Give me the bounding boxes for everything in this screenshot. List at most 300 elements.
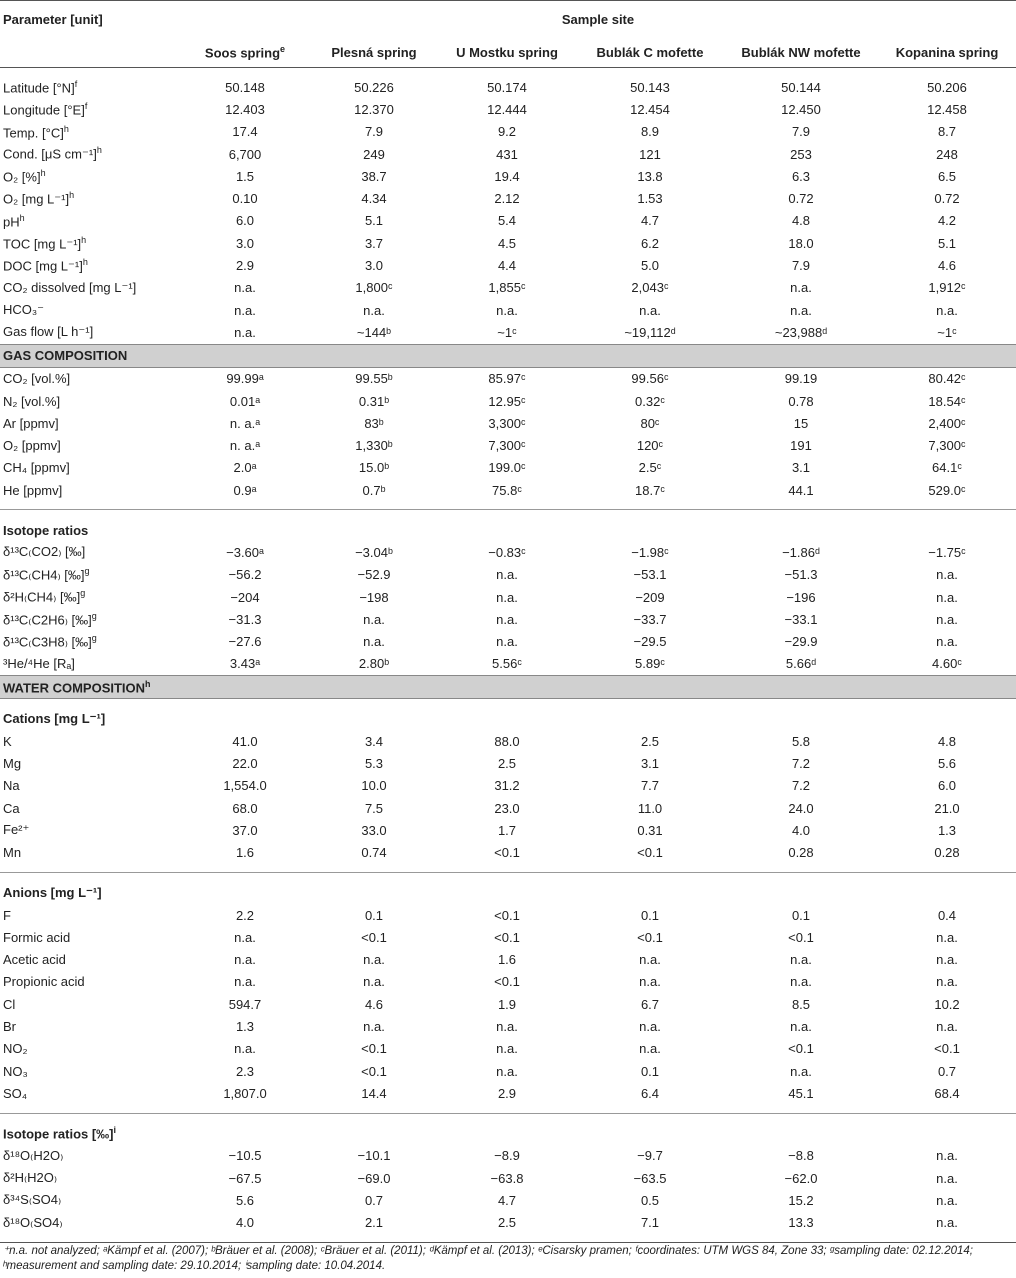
table-cell: n.a. <box>363 611 385 627</box>
table-row <box>0 608 1016 630</box>
row-label-footnote-mark: g <box>91 633 97 644</box>
table-cell: n.a. <box>234 1041 256 1057</box>
table-cell: 4.0 <box>791 822 811 838</box>
table-row <box>0 434 1016 456</box>
row-label-text: Ca <box>3 800 20 816</box>
table-cell: n.a. <box>234 952 256 968</box>
water-composition-band <box>0 676 1016 699</box>
table-cell: 4.34 <box>361 191 387 207</box>
site-header-footnote-mark: e <box>280 43 286 54</box>
table-cell: 0.28 <box>788 845 814 861</box>
table-cell: ~23,988ᵈ <box>774 324 828 340</box>
table-cell: 99.99ᵃ <box>226 371 264 387</box>
row-label-text: Cond. [μS cm⁻¹] <box>3 146 97 162</box>
table-cell: 18.7ᶜ <box>635 482 665 498</box>
table-cell: 5.8 <box>791 733 811 749</box>
table-row <box>0 1038 1016 1060</box>
table-row <box>0 842 1016 864</box>
table-cell: 3.7 <box>364 235 384 251</box>
gas-isotope-section-cell <box>0 510 1016 542</box>
row-label <box>0 254 180 276</box>
table-cell: 6.3 <box>791 168 811 184</box>
table-row <box>0 797 1016 819</box>
row-label-text: δ¹³C₍C2H6₎ [‰] <box>3 612 92 628</box>
table-cell: 2.0ᵃ <box>233 460 257 476</box>
sample-site-header: Sample site <box>561 11 635 27</box>
table-row <box>0 367 1016 390</box>
table-cell: 0.72 <box>934 191 960 207</box>
row-label <box>0 586 180 608</box>
row-label <box>0 1211 180 1233</box>
table-row <box>0 564 1016 586</box>
table-row <box>0 586 1016 608</box>
table-cell: 1.6 <box>497 952 517 968</box>
table-cell: 199.0ᶜ <box>488 460 526 476</box>
table-cell: 1.9 <box>497 996 517 1012</box>
table-row <box>0 143 1016 165</box>
table-cell: n.a. <box>234 280 256 296</box>
row-label <box>0 143 180 165</box>
table-cell: 13.8 <box>637 168 663 184</box>
table-row <box>0 926 1016 948</box>
table-row <box>0 457 1016 479</box>
table-row <box>0 232 1016 254</box>
table-cell: <0.1 <box>494 907 520 923</box>
table-cell: −10.5 <box>228 1148 262 1164</box>
table-cell: ~144ᵇ <box>356 324 392 340</box>
row-label <box>0 479 180 501</box>
table-cell: 15.0ᵇ <box>358 460 390 476</box>
table-row <box>0 1145 1016 1167</box>
table-cell: 50.144 <box>781 79 821 95</box>
table-cell: n.a. <box>363 1019 385 1035</box>
table-cell: 5.3 <box>364 756 384 772</box>
site-header-4 <box>724 37 878 68</box>
table-cell: n.a. <box>936 589 958 605</box>
table-row <box>0 98 1016 120</box>
row-label <box>0 993 180 1015</box>
table-row <box>0 210 1016 232</box>
cations-section <box>0 699 1016 731</box>
table-cell: 2,400ᶜ <box>928 415 966 431</box>
param-column-header: Parameter [unit] <box>3 11 103 27</box>
row-label-text: δ³⁴S₍SO4₎ <box>3 1192 62 1208</box>
table-cell: 8.7 <box>937 124 957 140</box>
row-label-text: Br <box>3 1019 16 1035</box>
water-isotope-section-cell <box>0 1113 1016 1145</box>
table-row <box>0 254 1016 276</box>
row-label-text: Temp. [°C] <box>3 124 64 140</box>
table-cell: n.a. <box>363 302 385 318</box>
spacer-cell <box>0 1105 1016 1114</box>
table-row <box>0 819 1016 841</box>
row-label-text: CO₂ dissolved [mg L⁻¹] <box>3 279 137 295</box>
header-row-sites <box>0 37 1016 68</box>
table-cell: −69.0 <box>357 1170 391 1186</box>
row-label <box>0 277 180 299</box>
table-cell: 7.5 <box>364 800 384 816</box>
table-cell: 38.7 <box>361 168 387 184</box>
table-row <box>0 1211 1016 1233</box>
table-row <box>0 631 1016 653</box>
table-cell: 0.32ᶜ <box>635 393 665 409</box>
site-header-0 <box>180 37 310 68</box>
table-cell: −56.2 <box>228 567 262 583</box>
table-cell: −1.86ᵈ <box>782 544 820 560</box>
table-cell: 1.5 <box>235 168 255 184</box>
table-cell: 5.6 <box>937 756 957 772</box>
table-cell: 249 <box>363 146 385 162</box>
table-cell: n.a. <box>936 974 958 990</box>
table-cell: 2.80ᵇ <box>358 656 390 672</box>
table-cell: 14.4 <box>361 1085 387 1101</box>
table-cell: 6.0 <box>235 213 255 229</box>
bottom-rule-cell <box>0 1234 1016 1243</box>
table-cell: 12.370 <box>354 101 394 117</box>
table-cell: 7.9 <box>791 124 811 140</box>
table-cell: ~1ᶜ <box>937 324 957 340</box>
table-cell: 3.1 <box>640 756 660 772</box>
row-label-footnote-mark: h <box>96 145 102 156</box>
table-row <box>0 187 1016 209</box>
row-label <box>0 564 180 586</box>
table-cell: 0.78 <box>788 393 814 409</box>
table-cell: 0.72 <box>788 191 814 207</box>
row-label-text: δ²H₍H2O₎ <box>3 1170 58 1186</box>
row-label <box>0 608 180 630</box>
table-cell: n.a. <box>936 1019 958 1035</box>
table-cell: 3,300ᶜ <box>488 415 526 431</box>
table-cell: n.a. <box>639 1041 661 1057</box>
row-label <box>0 121 180 143</box>
row-label-text: N₂ [vol.%] <box>3 393 61 409</box>
table-cell: 99.56ᶜ <box>631 371 669 387</box>
table-cell: 8.5 <box>791 996 811 1012</box>
table-cell: 3.4 <box>364 733 384 749</box>
row-label <box>0 232 180 254</box>
table-cell: 0.9ᵃ <box>233 482 257 498</box>
table-cell: 7,300ᶜ <box>928 438 966 454</box>
site-header-label: Plesná spring <box>331 44 417 60</box>
table-bottom-rule <box>0 1234 1016 1243</box>
table-cell: −29.9 <box>784 634 818 650</box>
table-row <box>0 1015 1016 1037</box>
row-label-text: Cl <box>3 996 16 1012</box>
table-cell: 15.2 <box>788 1192 814 1208</box>
table-row <box>0 653 1016 676</box>
table-cell: 83ᵇ <box>364 415 384 431</box>
cations-section-text: Cations [mg L⁻¹] <box>3 711 106 727</box>
table-cell: 7.2 <box>791 756 811 772</box>
table-cell: n.a. <box>639 952 661 968</box>
row-label <box>0 653 180 676</box>
table-row <box>0 299 1016 321</box>
row-label <box>0 210 180 232</box>
row-label-text: F <box>3 907 11 923</box>
row-label <box>0 842 180 864</box>
row-label <box>0 434 180 456</box>
table-cell: 1,912ᶜ <box>928 280 966 296</box>
table-cell: 7,300ᶜ <box>488 438 526 454</box>
table-cell: <0.1 <box>788 1041 814 1057</box>
row-label-footnote-mark: h <box>40 168 46 179</box>
table-cell: 13.3 <box>788 1215 814 1231</box>
table-cell: −10.1 <box>357 1148 391 1164</box>
table-cell: 10.0 <box>361 778 387 794</box>
table-cell: 1.7 <box>497 822 517 838</box>
table-cell: 12.454 <box>630 101 670 117</box>
row-label-text: He [ppmv] <box>3 482 63 498</box>
row-label-text: CH₄ [ppmv] <box>3 460 70 476</box>
table-cell: 0.1 <box>640 1063 660 1079</box>
table-cell: 4.6 <box>937 258 957 274</box>
table-cell: −51.3 <box>784 567 818 583</box>
anions-section-text: Anions [mg L⁻¹] <box>3 884 102 900</box>
table-cell: 33.0 <box>361 822 387 838</box>
table-cell: 6,700 <box>228 146 262 162</box>
table-cell: n.a. <box>639 974 661 990</box>
table-cell: 1.53 <box>637 191 663 207</box>
table-cell: −8.8 <box>788 1148 814 1164</box>
row-label-text: δ¹⁸O₍H2O₎ <box>3 1147 64 1163</box>
table-row <box>0 971 1016 993</box>
table-cell: n.a. <box>363 952 385 968</box>
table-cell: −209 <box>635 589 665 605</box>
table-cell: n.a. <box>639 1019 661 1035</box>
table-row <box>0 76 1016 98</box>
table-row <box>0 390 1016 412</box>
table-cell: −29.5 <box>633 634 667 650</box>
site-header-label: Soos spring <box>204 45 281 61</box>
row-label-text: Na <box>3 778 20 794</box>
table-cell: 5.0 <box>640 258 660 274</box>
table-cell: n.a. <box>936 302 958 318</box>
row-label <box>0 541 180 563</box>
row-label-footnote-mark: h <box>81 234 87 245</box>
table-cell: 12.458 <box>927 101 967 117</box>
row-label <box>0 187 180 209</box>
anions-section-cell <box>0 872 1016 904</box>
table-cell: n.a. <box>790 302 812 318</box>
table-cell: 5.66ᵈ <box>785 656 817 672</box>
row-label-text: ³He/⁴He [Rₐ] <box>3 656 75 672</box>
table-cell: n.a. <box>790 1063 812 1079</box>
water-isotope-section-footnote-mark: i <box>113 1125 117 1136</box>
table-cell: 50.226 <box>354 79 394 95</box>
table-cell: n.a. <box>496 1019 518 1035</box>
row-label <box>0 1189 180 1211</box>
table-cell: −3.60ᵃ <box>226 544 264 560</box>
table-cell: 15 <box>793 415 809 431</box>
table-cell: 21.0 <box>934 800 960 816</box>
table-cell: n.a. <box>936 611 958 627</box>
row-label-text: TOC [mg L⁻¹] <box>3 235 82 251</box>
table-cell: n. a.ᵃ <box>229 438 261 454</box>
row-label-text: Fe²⁺ <box>3 822 30 838</box>
table-cell: n.a. <box>936 929 958 945</box>
table-row <box>0 1082 1016 1104</box>
table-cell: 6.2 <box>640 235 660 251</box>
table-cell: 0.28 <box>934 845 960 861</box>
table-cell: 0.1 <box>364 907 384 923</box>
table-row <box>0 949 1016 971</box>
table-row <box>0 412 1016 434</box>
table-cell: 0.1 <box>791 907 811 923</box>
spacer-cell <box>0 864 1016 873</box>
row-label <box>0 775 180 797</box>
table-cell: 2,043ᶜ <box>631 280 669 296</box>
row-label-footnote-mark: f <box>74 78 78 89</box>
row-label <box>0 321 180 344</box>
table-cell: 6.4 <box>640 1085 660 1101</box>
row-label <box>0 752 180 774</box>
table-cell: <0.1 <box>361 1063 387 1079</box>
site-header-label: Bublák C mofette <box>596 44 704 60</box>
table-cell: 7.9 <box>791 258 811 274</box>
table-cell: 68.4 <box>934 1085 960 1101</box>
table-cell: 2.1 <box>364 1215 384 1231</box>
table-cell: −52.9 <box>357 567 391 583</box>
site-header-1 <box>310 37 438 68</box>
table-cell: <0.1 <box>637 845 663 861</box>
table-cell: n.a. <box>936 1170 958 1186</box>
row-label-text: K <box>3 733 12 749</box>
table-cell: 0.10 <box>232 191 258 207</box>
table-cell: 253 <box>790 146 812 162</box>
table-cell: <0.1 <box>361 1041 387 1057</box>
spacer-row <box>0 501 1016 510</box>
row-label-text: δ¹³C₍CO2₎ [‰] <box>3 544 86 560</box>
table-cell: −31.3 <box>228 611 262 627</box>
site-header-3 <box>576 37 724 68</box>
table-cell: 4.6 <box>364 996 384 1012</box>
table-cell: 121 <box>639 146 661 162</box>
table-cell: 12.95ᶜ <box>488 393 526 409</box>
table-cell: n.a. <box>936 1215 958 1231</box>
table-cell: n.a. <box>234 302 256 318</box>
row-label <box>0 1015 180 1037</box>
row-label <box>0 98 180 120</box>
table-cell: 3.43ᵃ <box>229 656 261 672</box>
row-label-text: Acetic acid <box>3 952 66 968</box>
table-cell: 191 <box>790 438 812 454</box>
table-cell: 5.6 <box>235 1192 255 1208</box>
table-cell: 2.3 <box>235 1063 255 1079</box>
header-row-group <box>0 1 1016 37</box>
table-cell: 9.2 <box>497 124 517 140</box>
table-cell: 0.31ᵇ <box>358 393 390 409</box>
table-cell: 3.1 <box>791 460 811 476</box>
table-cell: 0.5 <box>640 1192 660 1208</box>
water-isotope-section-text: Isotope ratios [‰] <box>3 1126 114 1142</box>
table-cell: 2.5ᶜ <box>638 460 662 476</box>
table-cell: 0.7 <box>364 1192 384 1208</box>
spacer-row <box>0 864 1016 873</box>
table-cell: 3.0 <box>364 258 384 274</box>
row-label-text: Propionic acid <box>3 974 85 990</box>
row-label <box>0 971 180 993</box>
table-cell: 12.403 <box>225 101 265 117</box>
table-row <box>0 1167 1016 1189</box>
table-cell: n.a. <box>496 302 518 318</box>
row-label <box>0 1082 180 1104</box>
table-cell: <0.1 <box>788 929 814 945</box>
table-cell: 12.450 <box>781 101 821 117</box>
row-label-text: O₂ [mg L⁻¹] <box>3 191 70 207</box>
table-cell: 2.5 <box>497 756 517 772</box>
table-cell: 23.0 <box>494 800 520 816</box>
row-label <box>0 412 180 434</box>
table-row <box>0 752 1016 774</box>
cations-section-cell <box>0 699 1016 731</box>
table-cell: 6.5 <box>937 168 957 184</box>
table-row <box>0 541 1016 563</box>
table-cell: 4.4 <box>497 258 517 274</box>
row-label-text: Gas flow [L h⁻¹] <box>3 324 94 340</box>
row-label-footnote-mark: f <box>84 101 88 112</box>
table-cell: −9.7 <box>637 1148 663 1164</box>
table-cell: 4.5 <box>497 235 517 251</box>
site-header-label: U Mostku spring <box>456 44 558 60</box>
table-cell: 50.143 <box>630 79 670 95</box>
table-cell: 2.5 <box>640 733 660 749</box>
row-label-text: Longitude [°E] <box>3 102 85 118</box>
table-cell: 50.148 <box>225 79 265 95</box>
table-cell: 5.4 <box>497 213 517 229</box>
row-label-text: DOC [mg L⁻¹] <box>3 258 83 274</box>
table-cell: 0.7 <box>937 1063 957 1079</box>
row-label-text: Mn <box>3 845 22 861</box>
row-label <box>0 390 180 412</box>
table-cell: 31.2 <box>494 778 520 794</box>
table-cell: 1,855ᶜ <box>488 280 526 296</box>
table-cell: 1,330ᵇ <box>355 438 393 454</box>
table-cell: ~1ᶜ <box>497 324 517 340</box>
row-label <box>0 367 180 390</box>
row-label <box>0 819 180 841</box>
table-cell: −198 <box>359 589 389 605</box>
table-cell: 0.1 <box>640 907 660 923</box>
table-cell: −53.1 <box>633 567 667 583</box>
table-cell: n.a. <box>936 634 958 650</box>
table-cell: 0.7ᵇ <box>362 482 386 498</box>
row-label <box>0 1038 180 1060</box>
table-cell: −1.98ᶜ <box>631 544 669 560</box>
table-cell: 4.7 <box>497 1192 517 1208</box>
table-cell: 0.4 <box>937 907 957 923</box>
table-cell: 17.4 <box>232 124 258 140</box>
table-cell: 4.2 <box>937 213 957 229</box>
table-cell: 88.0 <box>494 733 520 749</box>
row-label-footnote-mark: g <box>80 588 86 599</box>
table-cell: 529.0ᶜ <box>928 482 966 498</box>
table-row <box>0 277 1016 299</box>
row-label-text: δ¹³C₍CH4₎ [‰] <box>3 567 85 583</box>
table-cell: <0.1 <box>934 1041 960 1057</box>
table-cell: −204 <box>230 589 260 605</box>
spacer-row <box>0 68 1016 77</box>
table-cell: 5.1 <box>364 213 384 229</box>
spacer-cell <box>0 501 1016 510</box>
table-cell: n.a. <box>496 611 518 627</box>
table-cell: 41.0 <box>232 733 258 749</box>
table-cell: <0.1 <box>494 845 520 861</box>
row-label-footnote-mark: h <box>19 212 25 223</box>
table-row <box>0 904 1016 926</box>
row-label <box>0 926 180 948</box>
table-cell: n.a. <box>234 324 256 340</box>
table-cell: 5.1 <box>937 235 957 251</box>
